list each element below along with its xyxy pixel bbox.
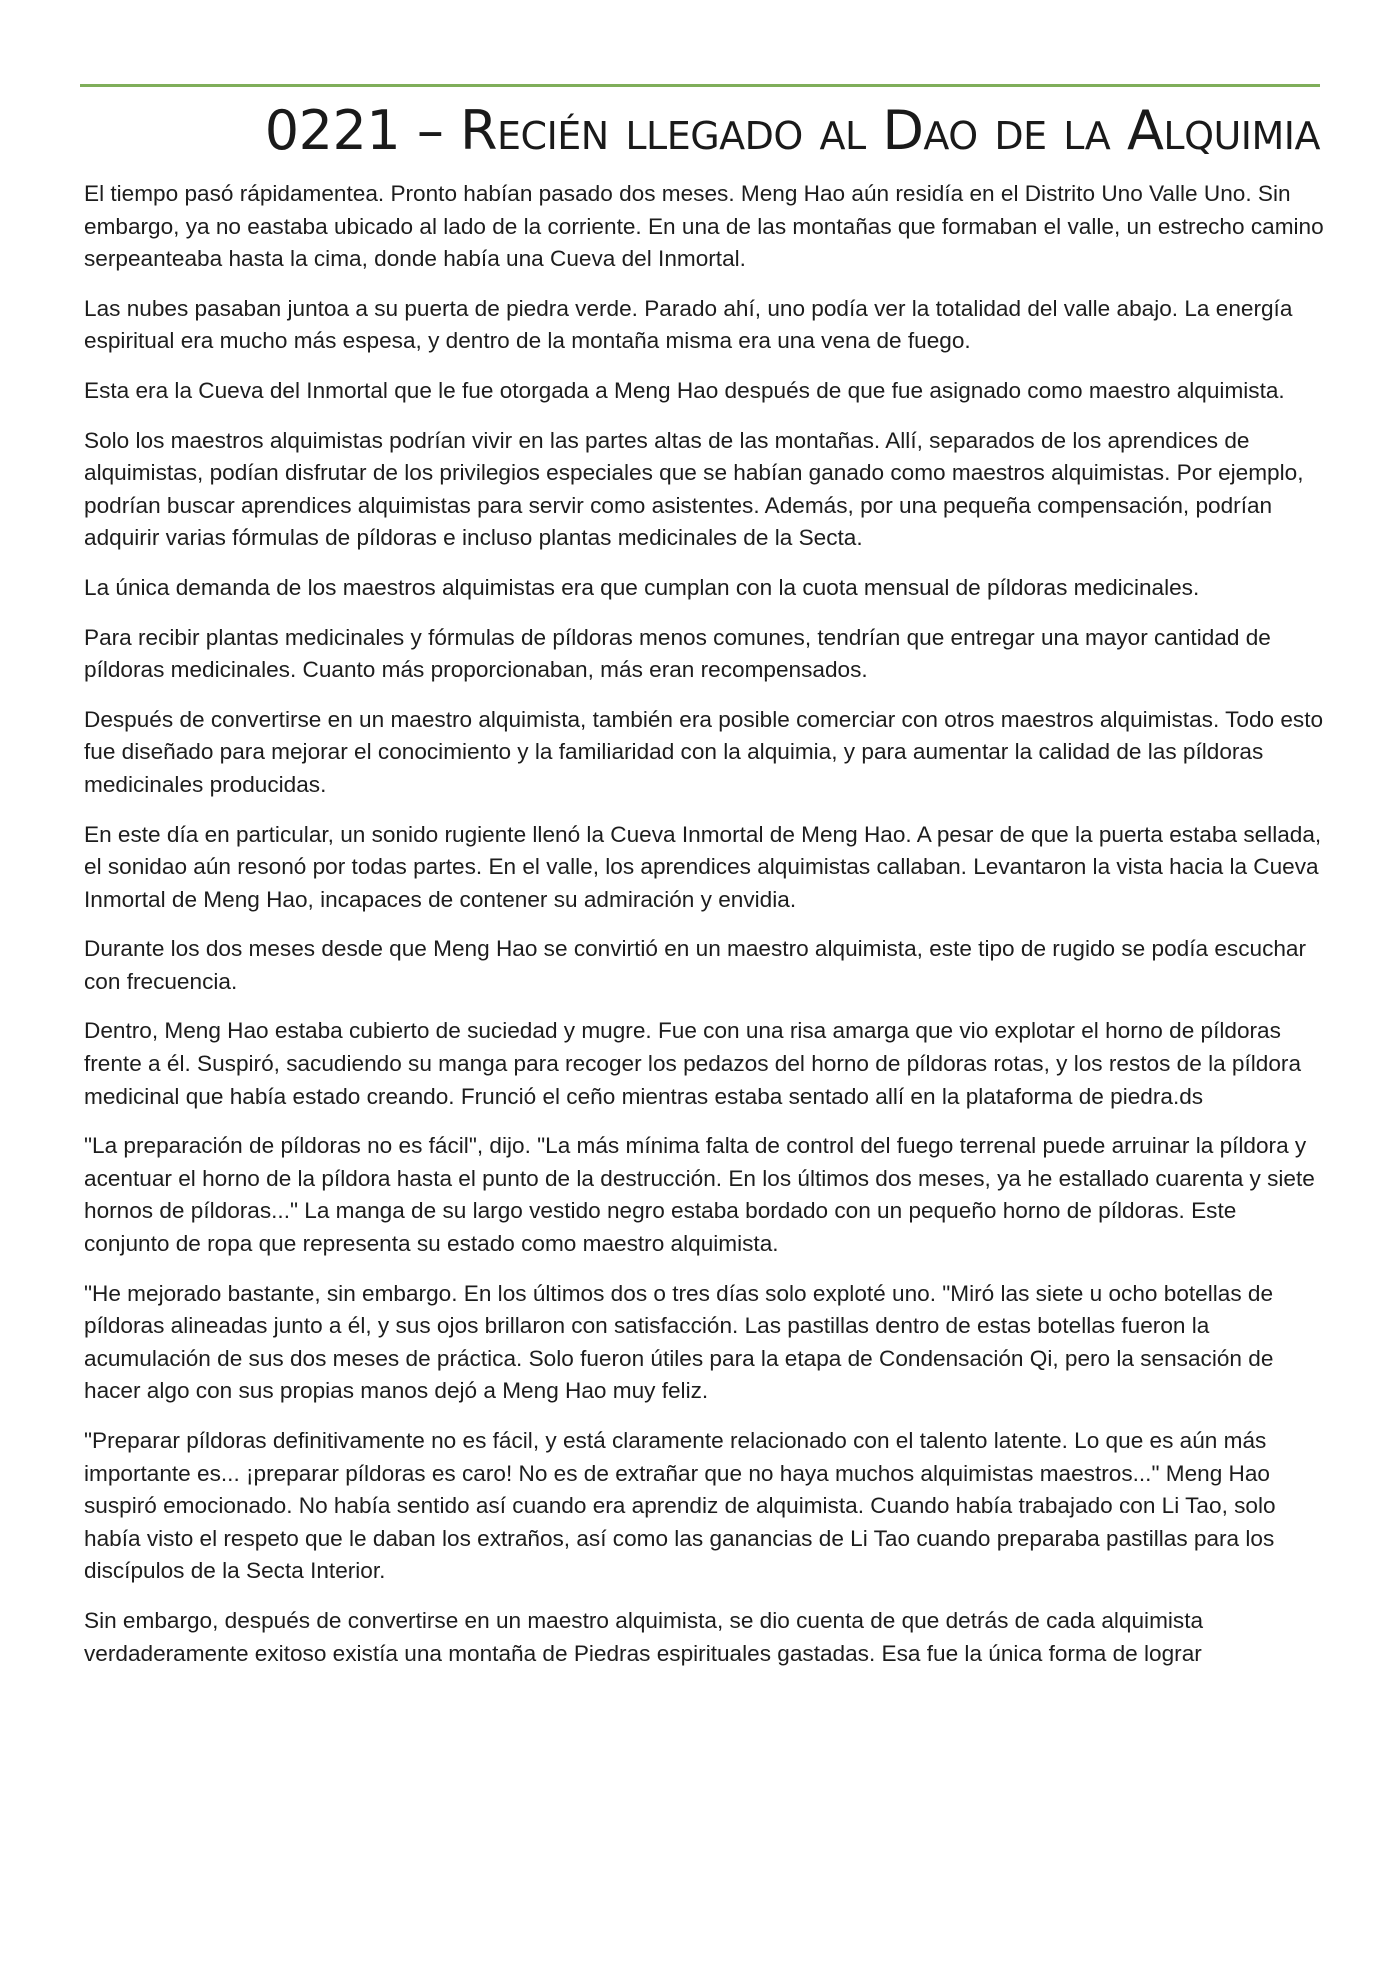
paragraph: Para recibir plantas medicinales y fórmulas de píldoras menos comunes, tendrían que entregar una mayor cantidad de píldoras medicinales. Cuanto más proporcionaban, más eran recompensados. <box>84 624 1271 683</box>
paragraph: Las nubes pasaban juntoa a su puerta de piedra verde. Parado ahí, uno podía ver la totalidad del valle abajo. La energía espiritual era mucho más espesa, y dentro de la montaña misma era una vena de fuego. <box>84 295 1293 354</box>
paragraph: Solo los maestros alquimistas podrían vivir en las partes altas de las montañas. Allí, separados de los aprendices de alquimistas, podían disfrutar de los privilegios especiales que se habían ganado como maestros alquimistas. Por ejemplo, podrían buscar aprendices alquimistas para servir como asistentes. Además, por una pequeña compensación, podrían adquirir varias fórmulas de píldoras e incluso plantas medicinales de la Secta. <box>84 427 1304 551</box>
paragraph: Durante los dos meses desde que Meng Hao se convirtió en un maestro alquimista, este tipo de rugido se podía escuchar con frecuencia. <box>84 936 1307 994</box>
paragraph: Después de convertirse en un maestro alquimista, también era posible comerciar con otros maestros alquimistas. Todo esto fue diseñado para mejorar el conocimiento y la familiaridad con la alquimia, y para aumentar la calidad de las píldoras medicinales producidas. <box>84 706 1324 797</box>
paragraph: "He mejorado bastante, sin embargo. En los últimos dos o tres días solo exploté uno. "Miró las siete u ocho botellas de píldoras alineadas junto a él, y sus ojos brillaron con satisfacción. Las pastillas dentro de estas botellas fueron la acumulación de sus dos meses de práctica. Solo fueron útiles para la etapa de Condensación Qi, pero la sensación de hacer algo con sus propias manos dejó a Meng Hao muy feliz. <box>84 1280 1274 1404</box>
chapter-body <box>84 178 1324 1687</box>
paragraph: La única demanda de los maestros alquimistas era que cumplan con la cuota mensual de píldoras medicinales. <box>84 574 1200 600</box>
paragraph: En este día en particular, un sonido rugiente llenó la Cueva Inmortal de Meng Hao. A pesar de que la puerta estaba sellada, el sonidao aún resonó por todas partes. En el valle, los aprendices alquimistas callaban. Levantaron la vista hacia la Cueva Inmortal de Meng Hao, incapaces de contener su admiración y envidia. <box>84 821 1322 912</box>
paragraph: Sin embargo, después de convertirse en un maestro alquimista, se dio cuenta de que detrás de cada alquimista verdaderamente exitoso existía una montaña de Piedras espirituales gastadas. Esa fue la única forma de lograr <box>84 1607 1204 1666</box>
paragraph: Esta era la Cueva del Inmortal que le fue otorgada a Meng Hao después de que fue asignado como maestro alquimista. <box>84 377 1285 403</box>
chapter-title: 0221 – Recién llegado al Dao de la Alquimia <box>264 99 1320 162</box>
paragraph: "La preparación de píldoras no es fácil", dijo. "La más mínima falta de control del fuego terrenal puede arruinar la píldora y acentuar el horno de la píldora hasta el punto de la destrucción. En los últimos dos meses, ya he estallado cuarenta y siete hornos de píldoras..." La manga de su largo vestido negro estaba bordado con un pequeño horno de píldoras. Este conjunto de ropa que representa su estado como maestro alquimista. <box>84 1133 1315 1257</box>
header-rule <box>80 84 1320 87</box>
paragraph: "Preparar píldoras definitivamente no es fácil, y está claramente relacionado con el talento latente. Lo que es aún más importante es... ¡preparar píldoras es caro! No es de extrañar que no haya muchos alquimistas maestros..." Meng Hao suspiró emocionado. No había sentido así cuando era aprendiz de alquimista. Cuando había trabajado con Li Tao, solo había visto el respeto que le daban los extraños, así como las ganancias de Li Tao cuando preparaba pastillas para los discípulos de la Secta Interior. <box>84 1428 1276 1584</box>
paragraph: El tiempo pasó rápidamentea. Pronto habían pasado dos meses. Meng Hao aún residía en el Distrito Uno Valle Uno. Sin embargo, ya no eastaba ubicado al lado de la corriente. En una de las montañas que formaban el valle, un estrecho camino serpeanteaba hasta la cima, donde había una Cueva del Inmortal. <box>84 181 1324 272</box>
paragraph: Dentro, Meng Hao estaba cubierto de suciedad y mugre. Fue con una risa amarga que vio explotar el horno de píldoras frente a él. Suspiró, sacudiendo su manga para recoger los pedazos del horno de píldoras rotas, y los restos de la píldora medicinal que había estado creando. Frunció el ceño mientras estaba sentado allí en la plataforma de piedra.ds <box>84 1018 1302 1109</box>
